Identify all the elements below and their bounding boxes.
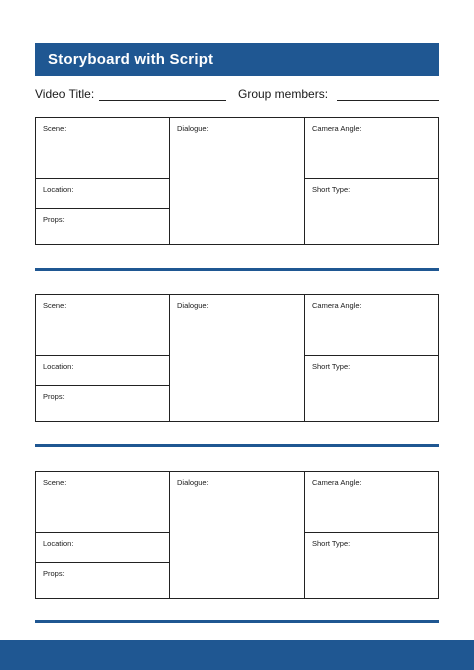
camera-angle-cell[interactable]	[305, 118, 438, 179]
props-cell[interactable]	[36, 563, 169, 598]
dialogue-label: Dialogue:	[177, 478, 209, 487]
frame-left-column	[36, 295, 170, 421]
location-label: Location:	[43, 185, 74, 194]
shot-type-label: Short Type:	[312, 539, 351, 548]
meta-row	[35, 86, 439, 104]
location-cell[interactable]	[36, 356, 169, 386]
scene-cell[interactable]	[36, 118, 169, 179]
video-title-label: Video Title:	[35, 87, 95, 101]
shot-type-cell[interactable]	[305, 533, 438, 598]
dialogue-cell[interactable]	[170, 472, 304, 598]
camera-angle-cell[interactable]	[305, 472, 438, 533]
scene-cell[interactable]	[36, 295, 169, 356]
scene-label: Scene:	[43, 478, 67, 487]
shot-type-cell[interactable]	[305, 356, 438, 421]
frame-right-column	[305, 118, 438, 244]
dialogue-label: Dialogue:	[177, 301, 209, 310]
location-cell[interactable]	[36, 533, 169, 563]
props-label: Props:	[43, 392, 65, 401]
location-cell[interactable]	[36, 179, 169, 209]
footer-bar	[0, 640, 474, 670]
group-members-field[interactable]	[337, 100, 439, 101]
frame-middle-column	[170, 472, 305, 598]
scene-label: Scene:	[43, 301, 67, 310]
storyboard-frame	[35, 294, 439, 422]
scene-label: Scene:	[43, 124, 67, 133]
frame-right-column	[305, 472, 438, 598]
section-divider	[35, 444, 439, 447]
frame-middle-column	[170, 118, 305, 244]
shot-type-label: Short Type:	[312, 362, 351, 371]
frame-left-column	[36, 118, 170, 244]
page-title: Storyboard with Script	[48, 51, 214, 68]
frame-left-column	[36, 472, 170, 598]
dialogue-cell[interactable]	[170, 118, 304, 244]
storyboard-frame	[35, 117, 439, 245]
location-label: Location:	[43, 362, 74, 371]
frame-right-column	[305, 295, 438, 421]
section-divider	[35, 268, 439, 271]
shot-type-cell[interactable]	[305, 179, 438, 244]
group-members-label: Group members:	[238, 87, 329, 101]
frame-middle-column	[170, 295, 305, 421]
camera-angle-label: Camera Angle:	[312, 478, 362, 487]
video-title-field[interactable]	[99, 100, 226, 101]
props-label: Props:	[43, 215, 65, 224]
section-divider	[35, 620, 439, 623]
camera-angle-label: Camera Angle:	[312, 124, 362, 133]
props-cell[interactable]	[36, 209, 169, 244]
props-label: Props:	[43, 569, 65, 578]
dialogue-cell[interactable]	[170, 295, 304, 421]
title-bar	[35, 43, 439, 76]
scene-cell[interactable]	[36, 472, 169, 533]
props-cell[interactable]	[36, 386, 169, 421]
shot-type-label: Short Type:	[312, 185, 351, 194]
location-label: Location:	[43, 539, 74, 548]
dialogue-label: Dialogue:	[177, 124, 209, 133]
storyboard-frame	[35, 471, 439, 599]
camera-angle-label: Camera Angle:	[312, 301, 362, 310]
camera-angle-cell[interactable]	[305, 295, 438, 356]
